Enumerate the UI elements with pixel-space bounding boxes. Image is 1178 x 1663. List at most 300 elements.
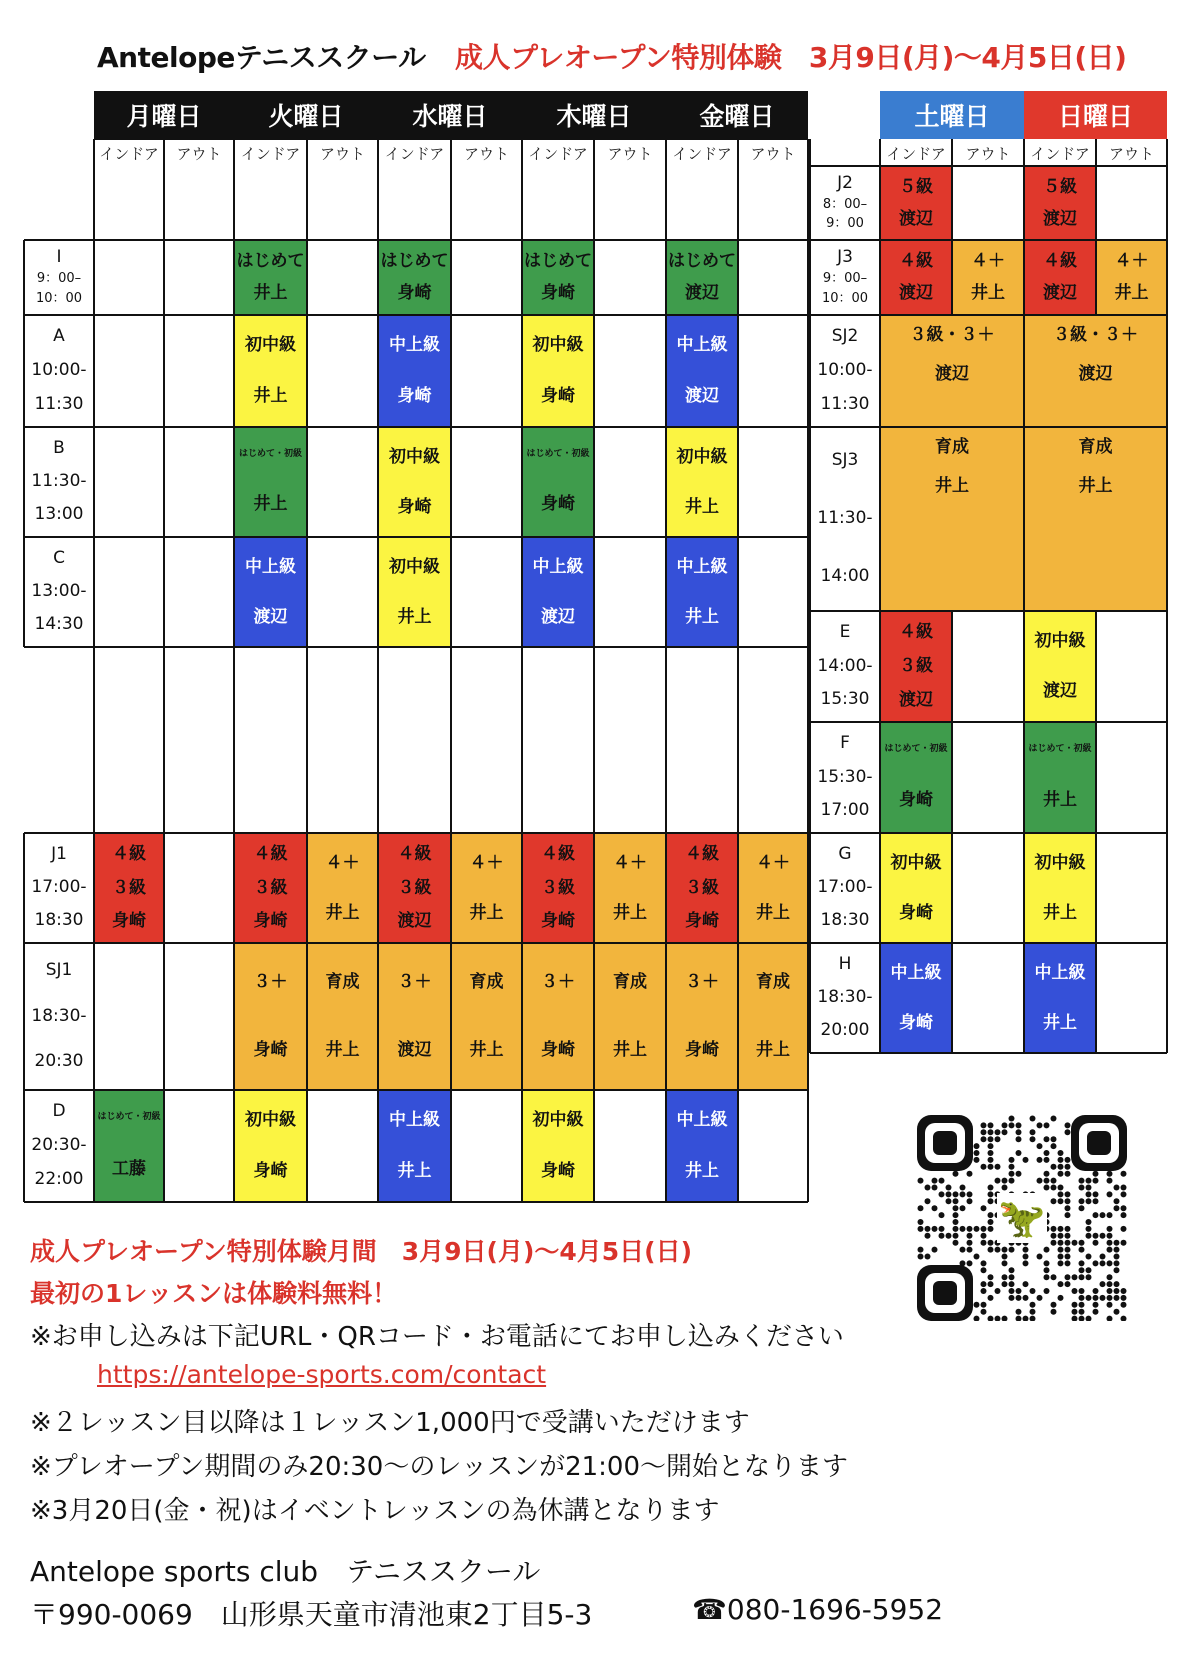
lesson-cell: [667, 241, 737, 314]
grid-line: [879, 139, 881, 1053]
lesson-cell: [452, 834, 521, 942]
lesson-level: ４級: [685, 844, 719, 865]
grid-line: [24, 1201, 808, 1203]
lesson-level: 初中級: [245, 335, 296, 356]
instructor-name: 井上: [325, 902, 360, 923]
weekend-slot-sj2: [810, 315, 880, 427]
instructor-name: 井上: [756, 902, 790, 923]
instructor-name: 身崎: [397, 496, 432, 517]
slot-code: SJ2: [831, 326, 859, 347]
lesson-level: ４級: [112, 844, 146, 865]
lesson-cell: [1025, 241, 1095, 314]
lesson-level: ３級: [685, 877, 719, 898]
slot-time: 18:30-: [817, 987, 873, 1008]
lesson-cell: [308, 944, 377, 1089]
lesson-cell: [95, 834, 163, 942]
slot-time: 20:30-: [31, 1135, 87, 1156]
instructor-name: 渡辺: [1043, 283, 1077, 304]
lesson-cell: [235, 1091, 306, 1201]
lesson-cell: [953, 241, 1023, 314]
slot-time: 14:00: [820, 565, 870, 586]
instructor-name: 井上: [613, 902, 647, 923]
lesson-level: 初中級: [245, 1110, 296, 1131]
lesson-cell: [1025, 834, 1095, 942]
slot-time: 11:30-: [817, 508, 873, 529]
instructor-name: 井上: [1043, 1012, 1077, 1033]
subheader-thu-outdoor: アウト: [607, 144, 653, 163]
lesson-level: ４＋: [971, 250, 1005, 271]
lesson-level: はじめて・初級: [884, 744, 948, 755]
lesson-cell: [379, 316, 450, 426]
slot-time: 11:30: [820, 393, 870, 414]
lesson-level: ３級: [253, 877, 288, 898]
lesson-cell: [523, 944, 593, 1089]
slot-code: C: [53, 548, 65, 569]
instructor-name: 身崎: [397, 386, 432, 407]
lesson-cell: [379, 241, 450, 314]
grid-line: [809, 139, 811, 1053]
lesson-cell: [379, 1091, 450, 1201]
lesson-level: 初中級: [532, 1110, 584, 1131]
instructor-name: 身崎: [112, 910, 146, 931]
instructor-name: 井上: [935, 475, 969, 496]
lesson-level: はじめて: [236, 250, 305, 271]
qr-code-icon[interactable]: [917, 1115, 1127, 1321]
slot-code: SJ1: [45, 960, 73, 981]
slot-code: SJ3: [831, 450, 859, 471]
grid-line: [810, 721, 1167, 723]
grid-line: [93, 139, 95, 1202]
lesson-cell: [523, 1091, 593, 1201]
lesson-level: 中上級: [1034, 962, 1086, 983]
lesson-level: ３＋: [397, 971, 432, 992]
lesson-level: 中上級: [676, 1110, 728, 1131]
lesson-level: はじめて: [668, 250, 736, 271]
lesson-level: 初中級: [1034, 852, 1086, 873]
grid-line: [810, 610, 1167, 612]
slot-time: 13:00: [34, 504, 84, 525]
slot-time: 17:00: [820, 799, 870, 820]
lesson-cell: [667, 538, 737, 646]
lesson-level: 中上級: [245, 556, 296, 577]
club-name: Antelope sports club テニススクール: [30, 1555, 541, 1588]
page-title: Antelopeテニススクール: [97, 41, 426, 74]
instructor-name: 身崎: [397, 283, 432, 304]
instructor-name: 渡辺: [685, 386, 719, 407]
subheader-sat-indoor: インドア: [886, 144, 946, 163]
instructor-name: 身崎: [685, 1040, 719, 1061]
subheader-mon-indoor: インドア: [99, 144, 159, 163]
slot-time: 10：00: [821, 290, 869, 306]
lesson-level: ３級・３＋: [909, 325, 995, 345]
instructor-name: 身崎: [541, 1161, 575, 1182]
instructor-name: 井上: [325, 1040, 360, 1061]
lesson-level: 中上級: [676, 556, 728, 577]
lesson-level: 育成: [325, 971, 360, 992]
slot-time: 11:30: [34, 393, 84, 414]
lesson-cell: [235, 538, 306, 646]
subheader-tue-outdoor: アウト: [319, 144, 365, 163]
grid-line: [24, 942, 808, 944]
instructor-name: 身崎: [541, 283, 575, 304]
lesson-cell: [1025, 316, 1166, 426]
lesson-cell: [881, 834, 951, 942]
weekend-slot-g: [810, 833, 880, 943]
grid-line: [810, 239, 1167, 241]
weekend-slot-f: [810, 722, 880, 833]
instructor-name: 渡辺: [253, 606, 288, 627]
slot-time: 10:00-: [817, 360, 873, 381]
day-header-sun: 日曜日: [1024, 91, 1167, 139]
instructor-name: 渡辺: [397, 1040, 432, 1061]
lesson-cell: [523, 834, 593, 942]
lesson-cell: [881, 316, 1023, 426]
grid-line: [1166, 139, 1168, 1053]
lesson-level: ３級: [397, 877, 432, 898]
lesson-level: 中上級: [389, 335, 440, 356]
lesson-cell: [881, 944, 951, 1052]
slot-time: 18:30-: [31, 1005, 87, 1026]
promo-period: 成人プレオープン特別体験月間 3月9日(月)〜4月5日(日): [30, 1237, 693, 1266]
svg-text:🦖: 🦖: [998, 1196, 1046, 1240]
slot-time: 14:00-: [817, 655, 873, 676]
slot-time: 8：00–: [822, 196, 868, 212]
lesson-cell: [667, 428, 737, 536]
instructor-name: 井上: [1043, 790, 1077, 811]
lesson-level: ４級: [397, 844, 432, 865]
grid-line: [521, 139, 523, 1202]
weekday-slot-b: [24, 427, 94, 537]
weekend-slot-j3: [810, 240, 880, 315]
instructor-name: 渡辺: [397, 910, 432, 931]
note-application: ※お申し込みは下記URL・QRコード・お電話にてお申し込みください: [30, 1322, 844, 1352]
lesson-level: 育成: [935, 437, 969, 457]
subheader-thu-indoor: インドア: [528, 144, 588, 163]
lesson-cell: [379, 538, 450, 646]
lesson-level: 育成: [756, 971, 790, 992]
lesson-cell: [523, 316, 593, 426]
instructor-name: 渡辺: [899, 689, 933, 710]
lesson-level: ４＋: [756, 852, 790, 873]
subheader-fri-indoor: インドア: [672, 144, 732, 163]
note-fee: ※２レッスン目以降は１レッスン1,000円で受講いただけます: [30, 1408, 750, 1438]
slot-time: 15:30-: [817, 766, 873, 787]
slot-code: I: [56, 246, 62, 267]
slot-time: 14:30: [34, 614, 84, 635]
subheader-wed-outdoor: アウト: [463, 144, 509, 163]
lesson-level: 中上級: [389, 1110, 440, 1131]
instructor-name: 井上: [253, 386, 288, 407]
slot-code: J3: [837, 246, 853, 267]
lesson-cell: [235, 944, 306, 1089]
instructor-name: 井上: [469, 1040, 504, 1061]
weekend-slot-sj3: [810, 427, 880, 611]
lesson-cell: [235, 834, 306, 942]
weekend-slot-h: [810, 943, 880, 1053]
grid-line: [810, 832, 1167, 834]
slot-time: 18:30: [820, 910, 870, 931]
lesson-cell: [1025, 723, 1095, 832]
subheader-sun-indoor: インドア: [1030, 144, 1090, 163]
instructor-name: 渡辺: [899, 208, 933, 229]
lesson-level: ４＋: [613, 852, 647, 873]
lesson-level: ４級: [1043, 250, 1077, 271]
instructor-name: 井上: [971, 283, 1005, 304]
slot-code: H: [838, 954, 852, 975]
instructor-name: 井上: [1043, 902, 1077, 923]
lesson-level: はじめて: [380, 250, 449, 271]
lesson-cell: [667, 316, 737, 426]
instructor-name: 渡辺: [1043, 681, 1077, 702]
instructor-name: 身崎: [685, 910, 719, 931]
lesson-cell: [667, 834, 737, 942]
slot-code: B: [53, 438, 65, 459]
note-holiday: ※3月20日(金・祝)はイベントレッスンの為休講となります: [30, 1496, 720, 1526]
instructor-name: 工藤: [112, 1158, 146, 1179]
lesson-cell: [881, 723, 951, 832]
lesson-level: はじめて・初級: [1028, 744, 1092, 755]
lesson-cell: [523, 428, 593, 536]
subheader-sun-outdoor: アウト: [1108, 144, 1154, 163]
lesson-level: ５級: [899, 176, 933, 197]
grid-line: [24, 832, 808, 834]
lesson-cell: [452, 944, 521, 1089]
lesson-cell: [235, 428, 306, 536]
slot-code: J1: [51, 844, 67, 865]
promo-free-lesson: 最初の1レッスンは体験料無料！: [30, 1279, 398, 1308]
campaign-banner: 成人プレオープン特別体験 3月9日(月)〜4月5日(日): [455, 41, 1127, 74]
weekday-slot-d: [24, 1090, 94, 1202]
lesson-level: ３級: [541, 877, 575, 898]
lesson-cell: [379, 428, 450, 536]
lesson-level: ４＋: [325, 852, 360, 873]
grid-line: [24, 646, 808, 648]
instructor-name: 渡辺: [685, 283, 719, 304]
lesson-cell: [523, 538, 593, 646]
instructor-name: 井上: [397, 1161, 432, 1182]
slot-time: 9：00–: [822, 271, 868, 287]
lesson-level: ４＋: [1114, 250, 1149, 271]
lesson-level: ４級: [253, 844, 288, 865]
slot-code: G: [838, 844, 852, 865]
instructor-name: 井上: [1114, 283, 1149, 304]
grid-line: [306, 139, 308, 1202]
lesson-level: ３＋: [253, 971, 288, 992]
grid-line: [737, 139, 739, 1202]
slot-code: A: [53, 326, 65, 347]
grid-line: [450, 139, 452, 1202]
contact-link[interactable]: https://antelope-sports.com/contact: [97, 1360, 547, 1389]
subheader-tue-indoor: インドア: [240, 144, 301, 163]
weekday-slot-c: [24, 537, 94, 647]
instructor-name: 井上: [685, 606, 719, 627]
day-header-wed: 水曜日: [378, 91, 522, 139]
day-header-fri: 金曜日: [666, 91, 808, 139]
grid-line: [24, 314, 808, 316]
lesson-level: 育成: [613, 971, 647, 992]
lesson-level: 初中級: [676, 446, 728, 467]
lesson-cell: [379, 834, 450, 942]
lesson-level: 中上級: [676, 335, 728, 356]
lesson-level: 中上級: [890, 962, 942, 983]
lesson-level: ５級: [1043, 176, 1077, 197]
lesson-level: 初中級: [532, 335, 584, 356]
weekday-slot-sj1: [24, 943, 94, 1090]
slot-time: 10:00-: [31, 360, 87, 381]
lesson-level: はじめて・初級: [238, 448, 302, 459]
instructor-name: 身崎: [899, 790, 933, 811]
lesson-level: はじめて・初級: [97, 1112, 161, 1123]
instructor-name: 渡辺: [1078, 363, 1113, 384]
grid-line: [810, 165, 1167, 167]
subheader-wed-indoor: インドア: [384, 144, 445, 163]
weekend-slot-j2: [810, 166, 880, 240]
slot-time: 10：00: [35, 290, 83, 306]
day-header-thu: 木曜日: [522, 91, 666, 139]
subheader-mon-outdoor: アウト: [176, 144, 222, 163]
grid-line: [377, 139, 379, 1202]
slot-time: 15:30: [820, 688, 870, 709]
grid-line: [1023, 139, 1025, 1053]
phone-icon: ☎: [692, 1593, 727, 1626]
instructor-name: 渡辺: [899, 283, 933, 304]
lesson-level: ４級: [899, 622, 933, 643]
lesson-level: はじめて・初級: [526, 448, 590, 459]
lesson-cell: [739, 944, 807, 1089]
weekend-slot-e: [810, 611, 880, 722]
lesson-cell: [739, 834, 807, 942]
slot-time: 9：00: [826, 216, 864, 232]
lesson-cell: [595, 944, 665, 1089]
grid-line: [23, 833, 25, 1202]
slot-time: 20:00: [820, 1020, 870, 1041]
lesson-level: ４級: [899, 250, 933, 271]
lesson-level: はじめて: [524, 250, 592, 271]
lesson-level: 中上級: [532, 556, 584, 577]
lesson-level: 初中級: [389, 446, 440, 467]
grid-line: [23, 240, 25, 647]
subheader-fri-outdoor: アウト: [750, 144, 796, 163]
lesson-cell: [1025, 428, 1166, 610]
slot-time: 20:30: [34, 1050, 84, 1071]
grid-line: [665, 139, 667, 1202]
grid-line: [163, 139, 165, 1202]
grid-line: [24, 536, 808, 538]
grid-line: [593, 139, 595, 1202]
grid-line: [233, 139, 235, 1202]
grid-line: [24, 1089, 808, 1091]
grid-line: [810, 942, 1167, 944]
lesson-level: ４＋: [469, 852, 504, 873]
instructor-name: 身崎: [899, 902, 933, 923]
instructor-name: 井上: [253, 494, 288, 515]
slot-time: 13:00-: [31, 581, 87, 602]
instructor-name: 井上: [613, 1040, 647, 1061]
lesson-cell: [667, 1091, 737, 1201]
lesson-level: 初中級: [389, 556, 440, 577]
club-address: 〒990-0069 山形県天童市清池東2丁目5-3: [30, 1598, 593, 1631]
instructor-name: 身崎: [253, 1040, 288, 1061]
lesson-level: 育成: [469, 971, 504, 992]
lesson-cell: [379, 944, 450, 1089]
subheader-sat-outdoor: アウト: [965, 144, 1011, 163]
lesson-level: ３級・３＋: [1053, 325, 1138, 345]
slot-time: 17:00-: [31, 877, 87, 898]
lesson-level: 育成: [1078, 437, 1113, 457]
slot-code: E: [839, 622, 851, 643]
lesson-cell: [308, 834, 377, 942]
instructor-name: 井上: [469, 902, 504, 923]
instructor-name: 身崎: [541, 910, 575, 931]
phone-number: 080-1696-5952: [726, 1593, 944, 1626]
instructor-name: 井上: [685, 496, 719, 517]
instructor-name: 井上: [1078, 475, 1113, 496]
lesson-level: ３級: [112, 877, 146, 898]
instructor-name: 身崎: [899, 1012, 933, 1033]
grid-line: [810, 426, 1167, 428]
grid-line: [94, 138, 808, 140]
instructor-name: 身崎: [253, 910, 288, 931]
instructor-name: 渡辺: [1043, 208, 1077, 229]
slot-code: F: [840, 733, 850, 754]
day-header-tue: 火曜日: [234, 91, 378, 139]
grid-line: [24, 426, 808, 428]
lesson-level: 初中級: [890, 852, 942, 873]
lesson-cell: [881, 428, 1023, 610]
instructor-name: 身崎: [541, 386, 575, 407]
lesson-cell: [235, 241, 306, 314]
instructor-name: 身崎: [541, 1040, 575, 1061]
instructor-name: 井上: [685, 1161, 719, 1182]
lesson-level: ３級: [899, 656, 933, 677]
lesson-cell: [881, 241, 951, 314]
day-header-sat: 土曜日: [880, 91, 1024, 139]
slot-code: J2: [837, 172, 853, 193]
lesson-cell: [523, 241, 593, 314]
instructor-name: 井上: [253, 283, 288, 304]
note-preopen-time: ※プレオープン期間のみ20:30〜のレッスンが21:00〜開始となります: [30, 1452, 849, 1482]
grid-line: [810, 1052, 1167, 1054]
weekday-slot-a: [24, 315, 94, 427]
grid-line: [810, 314, 1167, 316]
lesson-cell: [667, 944, 737, 1089]
lesson-level: ４級: [541, 844, 575, 865]
lesson-cell: [881, 167, 951, 239]
day-header-mon: 月曜日: [94, 91, 234, 139]
lesson-cell: [95, 1091, 163, 1201]
lesson-cell: [1025, 167, 1095, 239]
club-phone[interactable]: [692, 1593, 943, 1626]
weekday-slot-i: [24, 240, 94, 315]
lesson-cell: [1025, 612, 1095, 721]
slot-code: D: [52, 1101, 66, 1122]
lesson-cell: [881, 612, 951, 721]
instructor-name: 渡辺: [935, 363, 969, 384]
slot-time: 11:30-: [31, 471, 87, 492]
instructor-name: 渡辺: [541, 606, 575, 627]
instructor-name: 身崎: [253, 1161, 288, 1182]
slot-time: 18:30: [34, 910, 84, 931]
slot-time: 22:00: [34, 1168, 84, 1189]
slot-time: 17:00-: [817, 877, 873, 898]
weekday-slot-j1: [24, 833, 94, 943]
lesson-level: 初中級: [1034, 630, 1086, 651]
lesson-level: ３＋: [541, 971, 575, 992]
instructor-name: 身崎: [541, 494, 575, 515]
lesson-level: ３＋: [685, 971, 719, 992]
slot-time: 9：00–: [36, 271, 82, 287]
instructor-name: 井上: [756, 1040, 790, 1061]
